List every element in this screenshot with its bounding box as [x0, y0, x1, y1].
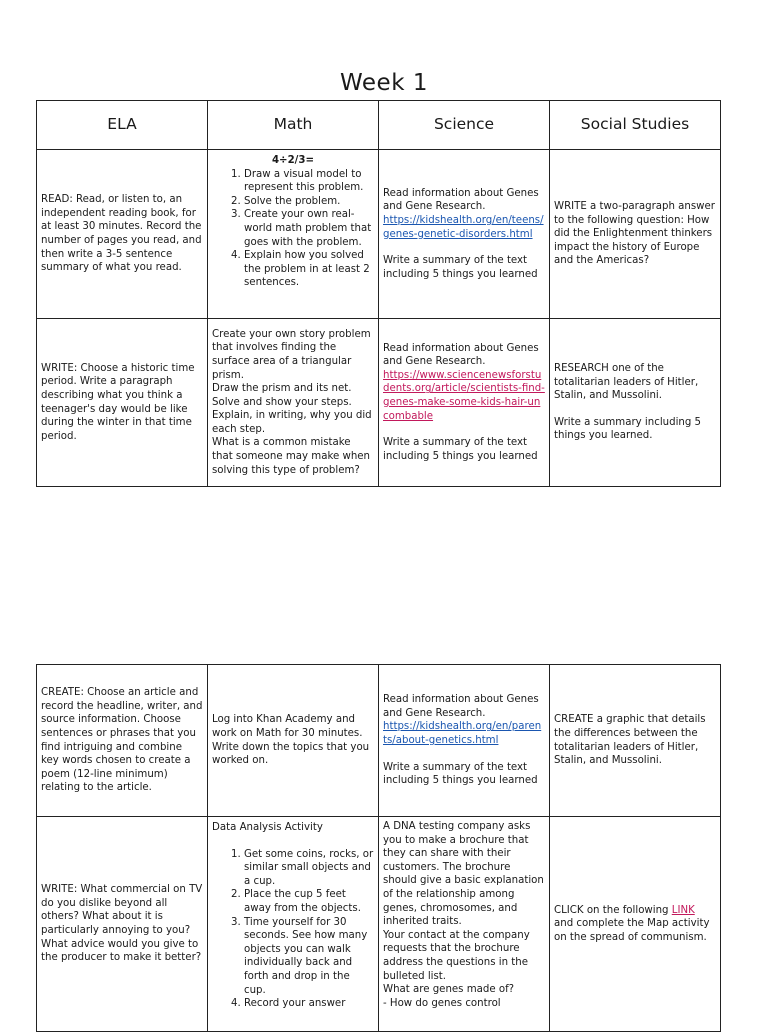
science-prompt: A DNA testing company asks you to make a brochure that they can share with their customers. The brochure should give a basic explanation of the relationship among genes, chromosomes, and inherited traits.: [383, 821, 544, 928]
list-item: 2. Solve the problem.: [244, 195, 374, 209]
science-question: - How do genes control: [383, 997, 501, 1009]
social-studies-cell: [550, 319, 721, 487]
science-intro: Read information about Genes and Gene Research.: [383, 342, 539, 368]
science-intro: Read information about Genes and Gene Research.: [383, 694, 539, 719]
math-line: Draw the prism and its net.: [212, 383, 352, 395]
science-intro: Read information about Genes and Gene Research.: [383, 187, 539, 213]
header-math: Math: [208, 101, 379, 150]
science-cell: [379, 319, 550, 487]
math-cell: Log into Khan Academy and work on Math for 30 minutes. Write down the topics that you worked on.: [208, 665, 379, 817]
science-link[interactable]: https://www.sciencenewsforstudents.org/article/scientists-find-genes-make-some-kids-hair-uncombable: [383, 369, 545, 422]
list-item: 1. Draw a visual model to represent this problem.: [244, 168, 374, 195]
science-link[interactable]: https://kidshealth.org/en/teens/genes-genetic-disorders.html: [383, 214, 544, 240]
math-line: Explain, in writing, why you did each step.: [212, 410, 372, 435]
header-science: Science: [379, 101, 550, 150]
social-task: RESEARCH one of the totalitarian leaders of Hitler, Stalin, and Mussolini.: [554, 363, 699, 402]
social-studies-cell: [550, 817, 721, 1032]
list-item: 3. Create your own real-world math problem that goes with the problem.: [244, 208, 374, 249]
science-prompt: Your contact at the company requests that the brochure address the questions in the bulleted list.: [383, 929, 530, 982]
list-item: 2. Place the cup 5 feet away from the objects.: [244, 888, 374, 915]
list-item: 4. Explain how you solved the problem in at least 2 sentences.: [244, 249, 374, 290]
ela-cell: CREATE: Choose an article and record the headline, writer, and source information. Choose sentences or phrases that you find intriguing and combine key words chosen to create a poem (12-line minimum) relating to the article.: [37, 665, 208, 817]
science-link[interactable]: https://kidshealth.org/en/parents/about-genetics.html: [383, 721, 542, 746]
social-task: Write a summary including 5 things you learned.: [554, 416, 702, 442]
ela-cell: READ: Read, or listen to, an independent reading book, for at least 30 minutes. Record the number of pages you read, and then write a 3-5 sentence summary of what you read.: [37, 150, 208, 319]
math-steps-list: [212, 168, 374, 290]
math-steps-list: [212, 848, 374, 1011]
science-task: Write a summary of the text including 5 things you learned: [383, 437, 538, 462]
table-row: [37, 319, 721, 487]
list-item: 3. Time yourself for 30 seconds. See how many objects you can walk individually back and forth and drop in the cup.: [244, 916, 374, 998]
math-line: Create your own story problem that involves finding the surface area of a triangular prism.: [212, 328, 371, 381]
header-social-studies: Social Studies: [550, 101, 721, 150]
map-activity-link[interactable]: LINK: [671, 904, 695, 916]
header-row: [37, 101, 721, 150]
social-text: and complete the Map activity on the spread of communism.: [554, 918, 710, 943]
social-text: CLICK on the following: [554, 904, 669, 916]
table-row: [37, 665, 721, 817]
science-cell: [379, 150, 550, 319]
table-row: [37, 150, 721, 319]
page-title: Week 1: [340, 70, 428, 96]
math-cell: [208, 319, 379, 487]
math-cell: [208, 150, 379, 319]
math-line: What is a common mistake that someone may make when solving this type of problem?: [212, 437, 371, 476]
week-table-bottom: [36, 664, 721, 1032]
science-task: Write a summary of the text including 5 things you learned: [383, 761, 538, 787]
science-question: What are genes made of?: [383, 984, 515, 996]
week-table-top: [36, 100, 721, 487]
science-cell: [379, 817, 550, 1032]
math-problem: 4÷2/3=: [271, 155, 315, 166]
math-cell: [208, 817, 379, 1032]
social-studies-cell: CREATE a graphic that details the differences between the totalitarian leaders of Hitler, Stalin, and Mussolini.: [550, 665, 721, 817]
list-item: 1. Get some coins, rocks, or similar small objects and a cup.: [244, 848, 374, 889]
social-studies-cell: WRITE a two-paragraph answer to the following question: How did the Enlightenment thinkers impact the history of Europe and the Americas?: [550, 150, 721, 319]
header-ela: ELA: [37, 101, 208, 150]
science-cell: [379, 665, 550, 817]
table-row: [37, 817, 721, 1032]
science-task: Write a summary of the text including 5 things you learned: [383, 255, 538, 280]
ela-cell: WRITE: What commercial on TV do you dislike beyond all others? What about it is particularly annoying to you? What advice would you give to the producer to make it better?: [37, 817, 208, 1032]
list-item: 4. Record your answer: [244, 997, 374, 1011]
ela-cell: WRITE: Choose a historic time period. Write a paragraph describing what you think a teenager's day would be like during the winter in that time period.: [37, 319, 208, 487]
math-activity-title: Data Analysis Activity: [212, 822, 323, 833]
math-line: Solve and show your steps.: [212, 396, 352, 408]
